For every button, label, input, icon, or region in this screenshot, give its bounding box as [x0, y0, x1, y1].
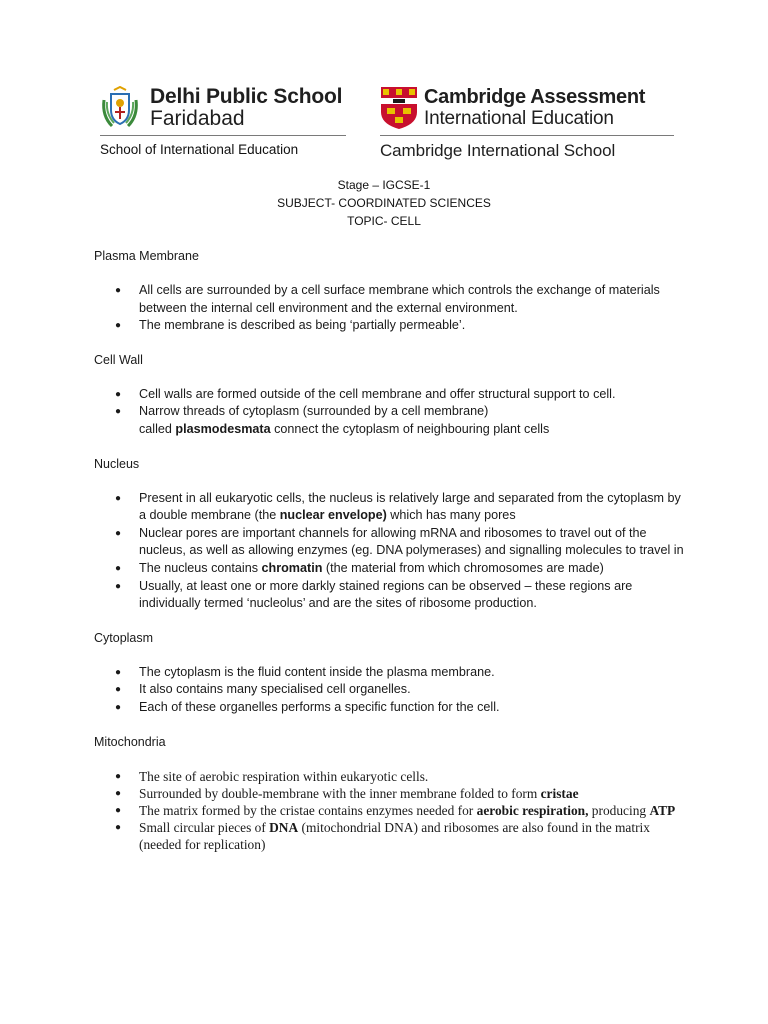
dps-name: Delhi Public School — [150, 85, 343, 108]
bullet-icon: ● — [115, 527, 122, 539]
item-text: Narrow threads of cytoplasm (surrounded by a cell membrane) — [139, 404, 489, 419]
document-titles — [0, 176, 768, 230]
section-cell-wall — [94, 351, 684, 439]
section-plasma-membrane — [94, 247, 684, 335]
cambridge-school: Cambridge International School — [380, 141, 616, 160]
item-text: producing — [588, 802, 650, 818]
section-heading: Nucleus — [94, 456, 140, 471]
item-text: The cytoplasm is the fluid content inside the plasma membrane. — [139, 664, 495, 679]
bullet-icon: ● — [115, 701, 122, 713]
bold-term: plasmodesmata — [175, 421, 271, 436]
item-text: Each of these organelles performs a specific function for the cell. — [139, 699, 500, 714]
item-text: Surrounded by double-membrane with the inner membrane folded to form — [139, 785, 541, 801]
bullet-list — [94, 664, 684, 717]
item-text: called — [139, 421, 176, 436]
bullet-icon: ● — [115, 822, 122, 834]
dps-crest-icon — [100, 86, 140, 130]
cambridge-subtitle: International Education — [424, 108, 614, 129]
bullet-icon: ● — [115, 562, 122, 574]
list-item — [94, 403, 684, 438]
section-heading: Mitochondria — [94, 734, 166, 749]
list-item — [94, 664, 684, 682]
topic-title: TOPIC- CELL — [347, 214, 421, 228]
item-text: The site of aerobic respiration within eukaryotic cells. — [139, 768, 429, 784]
list-item — [94, 282, 684, 317]
section-heading: Cell Wall — [94, 352, 143, 367]
bullet-icon: ● — [115, 770, 122, 782]
bold-term: ATP — [649, 802, 676, 818]
item-text: (mitochondrial DNA) and ribosomes are also found in the matrix (needed for replication) — [139, 820, 650, 853]
list-item — [94, 317, 684, 335]
list-item — [94, 490, 684, 525]
bullet-icon: ● — [115, 666, 122, 678]
item-text: It also contains many specialised cell organelles. — [139, 682, 411, 697]
list-item — [94, 681, 684, 699]
item-text: Nuclear pores are important channels for allowing mRNA and ribosomes to travel out of the nucleus, as well as allowing enzymes (eg. DNA polymerases) and signalling molecules to travel in — [139, 525, 684, 558]
bold-term: cristae — [540, 785, 579, 801]
bold-term: DNA — [269, 820, 299, 836]
bold-term: chromatin — [261, 560, 323, 575]
section-cytoplasm — [94, 629, 684, 717]
dps-subtitle: School of International Education — [100, 142, 299, 157]
bullet-icon: ● — [115, 320, 122, 332]
item-text: connect the cytoplasm of neighbouring plant cells — [270, 421, 550, 436]
bullet-list — [94, 282, 684, 335]
bullet-icon: ● — [115, 285, 122, 296]
stage-title: Stage – IGCSE-1 — [337, 178, 431, 192]
item-text: Present in all eukaryotic cells, the nucleus is relatively large and separated from the cytoplasm by a double membrane (the — [139, 490, 681, 523]
bullet-icon: ● — [115, 492, 122, 504]
bullet-list — [94, 386, 684, 439]
bullet-icon: ● — [115, 580, 122, 592]
list-item — [94, 802, 684, 819]
list-item — [94, 560, 684, 578]
bold-term: aerobic respiration, — [476, 802, 589, 818]
bullet-icon: ● — [115, 388, 122, 400]
item-text: Small circular pieces of — [139, 820, 270, 836]
list-item — [94, 785, 684, 802]
list-item — [94, 386, 684, 404]
list-item — [94, 525, 684, 560]
section-heading: Cytoplasm — [94, 630, 154, 645]
dps-divider — [100, 135, 346, 136]
bullet-icon: ● — [115, 684, 122, 696]
list-item — [94, 699, 684, 717]
section-heading: Plasma Membrane — [94, 249, 199, 263]
bullet-icon: ● — [115, 804, 122, 816]
list-item — [94, 768, 684, 785]
item-text: which has many pores — [386, 508, 516, 523]
item-text: The matrix formed by the cristae contains enzymes needed for — [139, 802, 477, 818]
bullet-icon: ● — [115, 406, 122, 418]
section-mitochondria — [94, 733, 684, 854]
item-text: All cells are surrounded by a cell surface membrane which controls the exchange of materials between the internal cell environment and the external environment. — [139, 283, 660, 315]
subject-title: SUBJECT- COORDINATED SCIENCES — [277, 196, 491, 210]
section-nucleus — [94, 455, 684, 613]
item-text: The nucleus contains — [139, 560, 262, 575]
cambridge-shield-icon — [380, 86, 418, 130]
dps-logo — [100, 84, 370, 164]
cambridge-logo — [380, 84, 680, 164]
bold-term: nuclear envelope) — [279, 508, 387, 523]
bullet-list — [94, 768, 684, 854]
item-text: Cell walls are formed outside of the cell membrane and offer structural support to cell. — [139, 386, 616, 401]
document-body — [94, 247, 684, 870]
dps-city: Faridabad — [150, 107, 245, 130]
list-item — [94, 819, 684, 853]
bullet-icon: ● — [115, 787, 122, 799]
bullet-list — [94, 490, 684, 613]
list-item — [94, 578, 684, 613]
item-text: (the material from which chromosomes are made) — [322, 560, 604, 575]
item-text: Usually, at least one or more darkly stained regions can be observed – these regions are individually termed ‘nucleolus’ and are the sites of ribosome production. — [139, 578, 633, 611]
cambridge-divider — [380, 135, 674, 136]
cambridge-name: Cambridge Assessment — [424, 86, 646, 108]
item-text: The membrane is described as being ‘partially permeable’. — [139, 318, 466, 333]
